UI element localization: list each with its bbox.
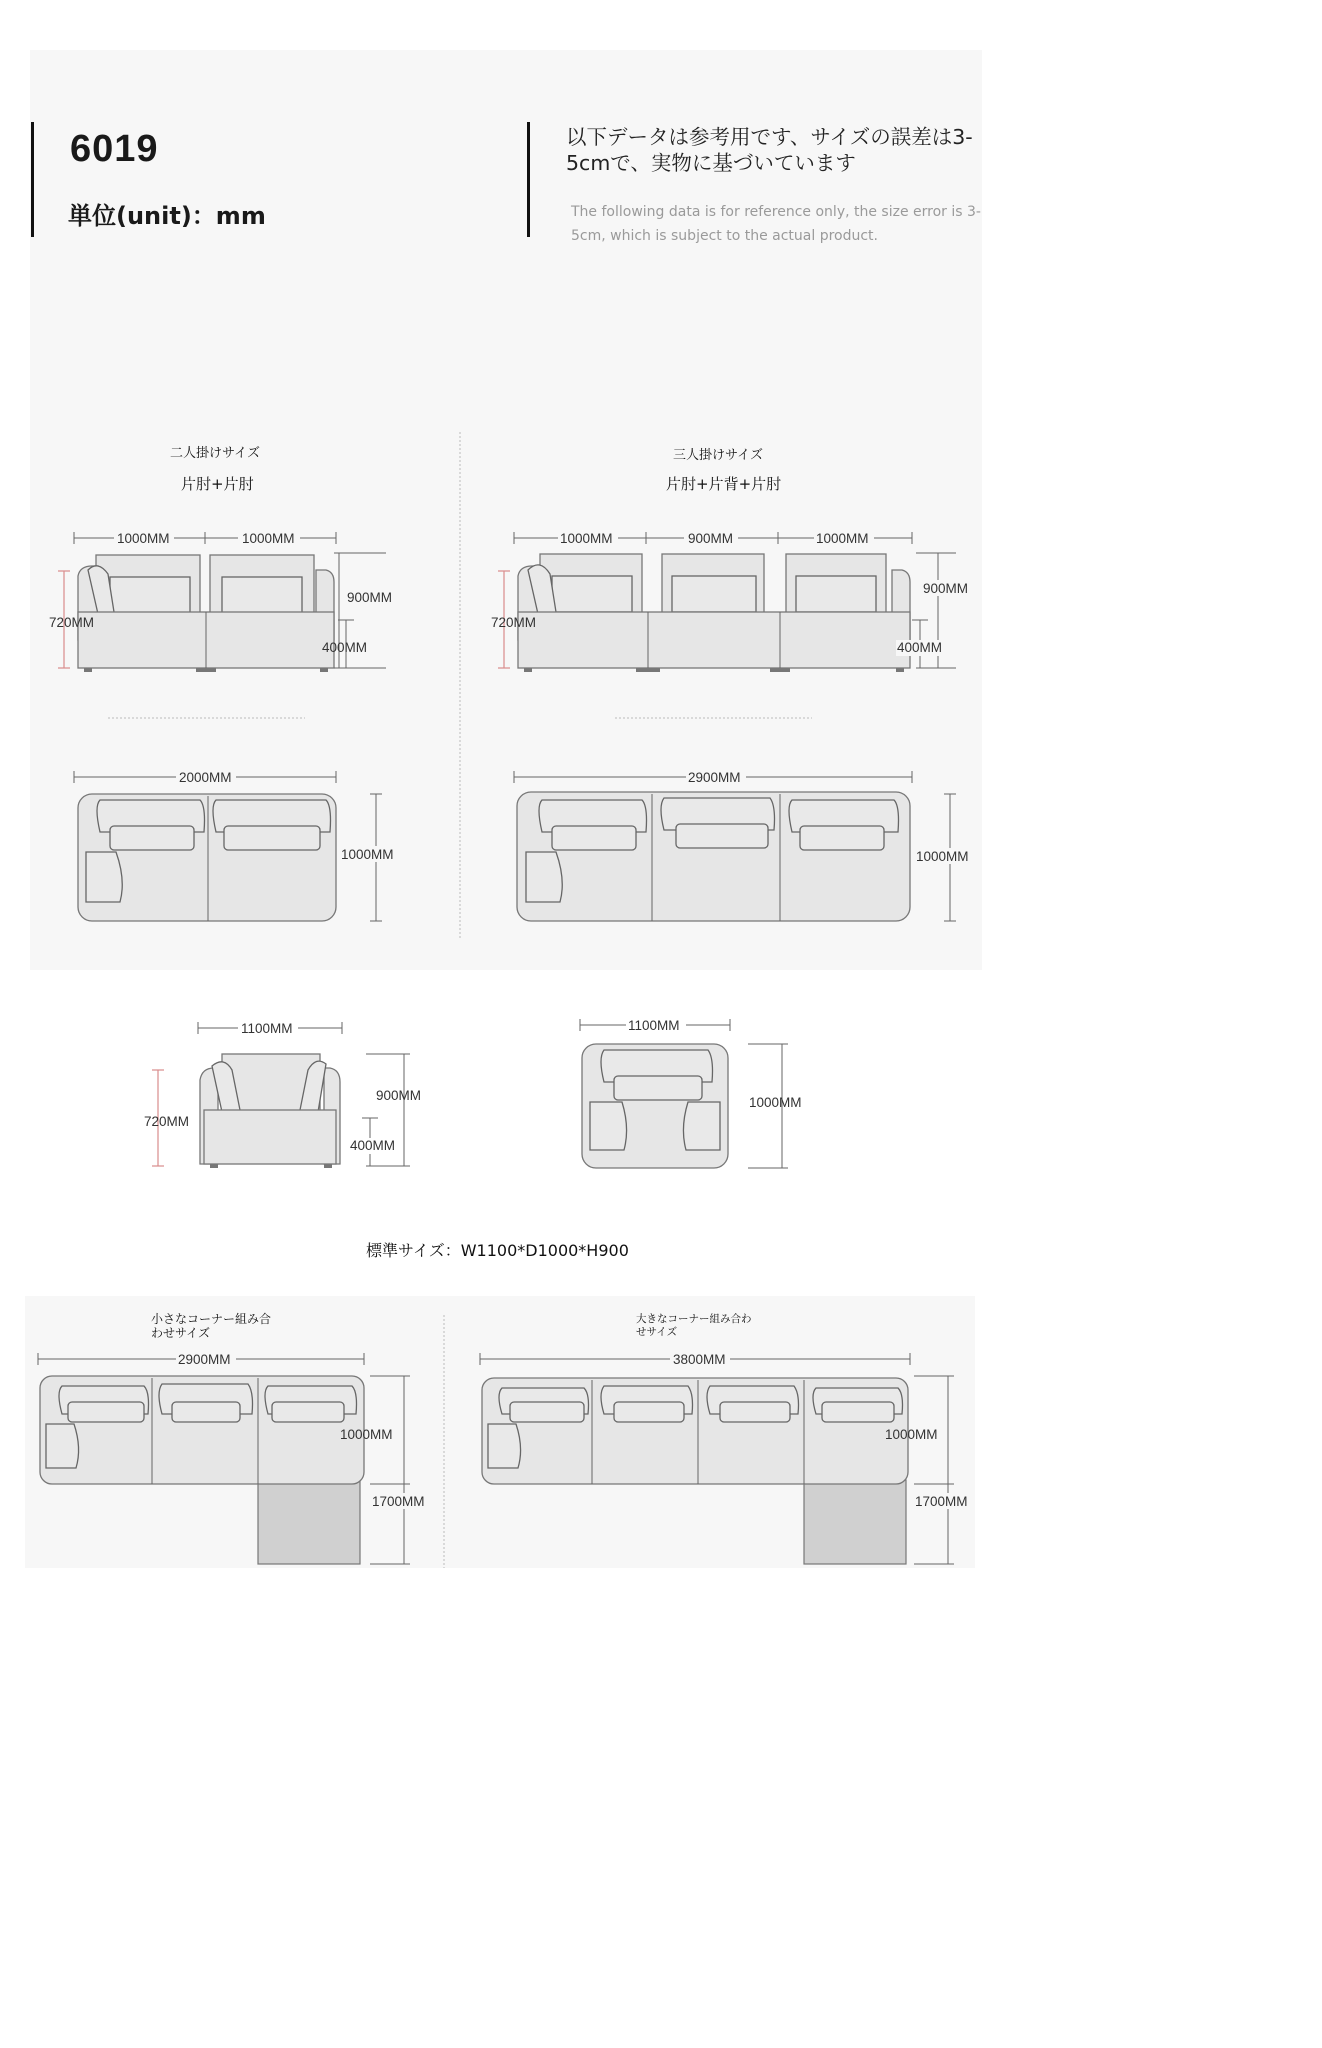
single-depth: 1000MM: [749, 1095, 802, 1110]
single-height: 900MM: [376, 1088, 422, 1103]
small-corner-title: 小さなコーナー組み合わせサイズ: [151, 1312, 272, 1340]
two-seat-height: 900MM: [347, 590, 393, 605]
two-seat-top-view: [74, 771, 382, 921]
single-front-width: 1100MM: [241, 1021, 293, 1036]
three-seat-width-2: 900MM: [688, 531, 734, 546]
two-seat-total-width: 2000MM: [179, 770, 232, 785]
three-seat-height: 900MM: [923, 581, 969, 596]
note-japanese: 以下データは参考用です、サイズの誤差は3-5cmで、実物に基づいています: [566, 125, 973, 175]
three-seat-title: 三人掛けサイズ: [673, 448, 763, 463]
single-top-view: [580, 1019, 788, 1168]
single-seat-height: 400MM: [350, 1138, 396, 1153]
three-seat-seat-height: 400MM: [897, 640, 943, 655]
three-seat-width-1: 1000MM: [560, 531, 613, 546]
two-seat-subtitle: 片肘+片肘: [181, 475, 254, 493]
two-seat-width-1: 1000MM: [117, 531, 170, 546]
standard-size-label: 標準サイズ：W1100*D1000*H900: [366, 1241, 629, 1260]
two-seat-width-2: 1000MM: [242, 531, 295, 546]
large-corner-long-side: 1700MM: [915, 1494, 968, 1509]
model-number: 6019: [70, 128, 159, 170]
small-corner-top-view: [38, 1353, 410, 1564]
large-corner-depth: 1000MM: [885, 1427, 938, 1442]
unit-label: 単位(unit)：mm: [68, 202, 266, 230]
small-corner-total-width: 2900MM: [178, 1352, 231, 1367]
single-top-width: 1100MM: [628, 1018, 680, 1033]
two-seat-depth: 1000MM: [341, 847, 394, 862]
two-seat-seat-height: 400MM: [322, 640, 368, 655]
small-corner-long-side: 1700MM: [372, 1494, 425, 1509]
large-corner-title: 大きなコーナー組み合わせサイズ: [636, 1313, 752, 1338]
note-english: The following data is for reference only, the size error is 3-5cm, which is subject to the actual product.: [571, 204, 981, 244]
three-seat-total-width: 2900MM: [688, 770, 741, 785]
large-corner-top-view: [480, 1353, 954, 1564]
large-corner-total-width: 3800MM: [673, 1352, 726, 1367]
two-seat-title: 二人掛けサイズ: [170, 446, 260, 461]
three-seat-front-view: [498, 532, 956, 672]
three-seat-arm-height: 720MM: [491, 615, 537, 630]
single-arm-height: 720MM: [144, 1114, 190, 1129]
three-seat-width-3: 1000MM: [816, 531, 869, 546]
small-corner-depth: 1000MM: [340, 1427, 393, 1442]
three-seat-top-view: [514, 771, 956, 921]
three-seat-depth: 1000MM: [916, 849, 969, 864]
three-seat-subtitle: 片肘+片背+片肘: [666, 475, 782, 493]
two-seat-arm-height: 720MM: [49, 615, 95, 630]
